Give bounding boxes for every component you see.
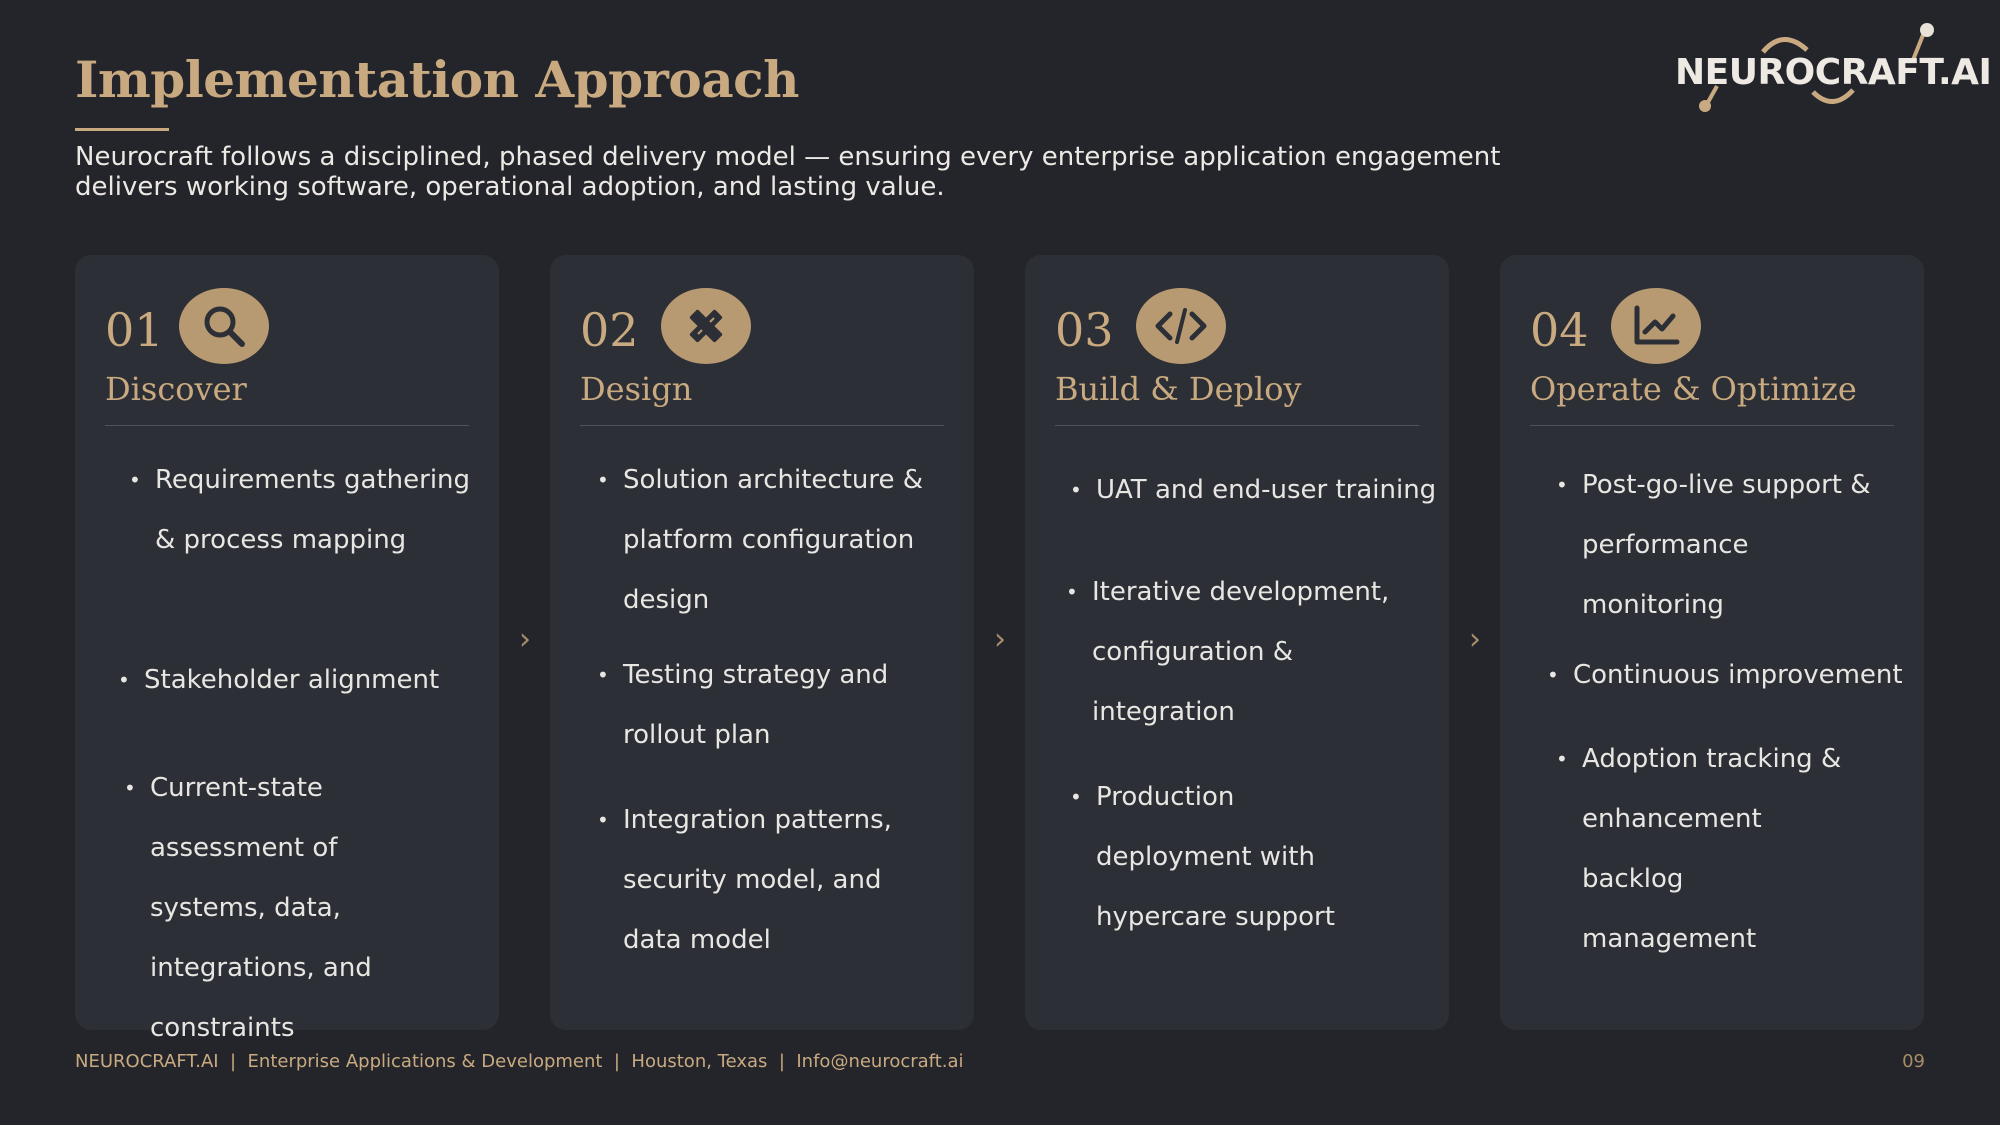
phase-card-discover [75,255,499,1043]
list-item: • Solution architecture & platform configuration design [597,465,924,615]
phase-number: 01 [105,303,164,357]
phase-card-operate-optimize [1500,255,1924,1030]
list-item: • Stakeholder alignment [118,665,440,695]
code-icon [1136,288,1226,364]
phase-card-design [550,255,974,1030]
title-underline [75,128,169,131]
page-number: 09 [1902,1051,1925,1072]
chevron-right-icon: › [1469,622,1481,657]
list-item: • Continuous improvement [1547,660,1903,690]
divider [580,425,944,426]
phase-number: 03 [1055,303,1114,357]
footer-text: NEUROCRAFT.AI | Enterprise Applications & Development | Houston, Texas | Info@neurocraft.ai [75,1051,964,1072]
list-item: • Iterative development, configuration & integration [1066,577,1390,727]
chevron-right-icon: › [994,622,1006,657]
list-item: • Integration patterns, security model, and data model [597,805,892,955]
phase-number: 04 [1530,303,1589,357]
phase-title: Build & Deploy [1055,370,1302,408]
list-item: • Production deployment with hypercare support [1070,782,1335,932]
phase-title: Design [580,370,693,408]
logo-wordmark: NEUROCRAFT.AI [1675,52,1992,93]
chart-line-icon [1611,288,1701,364]
brand-logo [1665,22,1992,118]
list-item: • Adoption tracking & enhancement backlog management [1556,744,1842,954]
divider [1055,425,1419,426]
list-item: • UAT and end-user training [1070,475,1437,505]
list-item: • Post-go-live support & performance monitoring [1556,470,1871,620]
page-title: Implementation Approach [75,50,799,109]
chevron-right-icon: › [519,622,531,657]
divider [1530,425,1894,426]
list-item: • Requirements gathering & process mapping [129,465,471,555]
phase-number: 02 [580,303,639,357]
phase-card-build-deploy [1025,255,1449,1030]
search-icon [179,288,269,364]
list-item: • Testing strategy and rollout plan [597,660,889,750]
page-subtitle: Neurocraft follows a disciplined, phased delivery model — ensuring every enterprise application engagement delivers working software, operational adoption, and lasting value. [75,142,1501,202]
design-tools-icon [661,288,751,364]
phase-title: Discover [105,370,247,408]
phase-title: Operate & Optimize [1530,370,1857,408]
list-item: • Current-state assessment of systems, data, integrations, and constraints [124,773,372,1043]
divider [105,425,469,426]
